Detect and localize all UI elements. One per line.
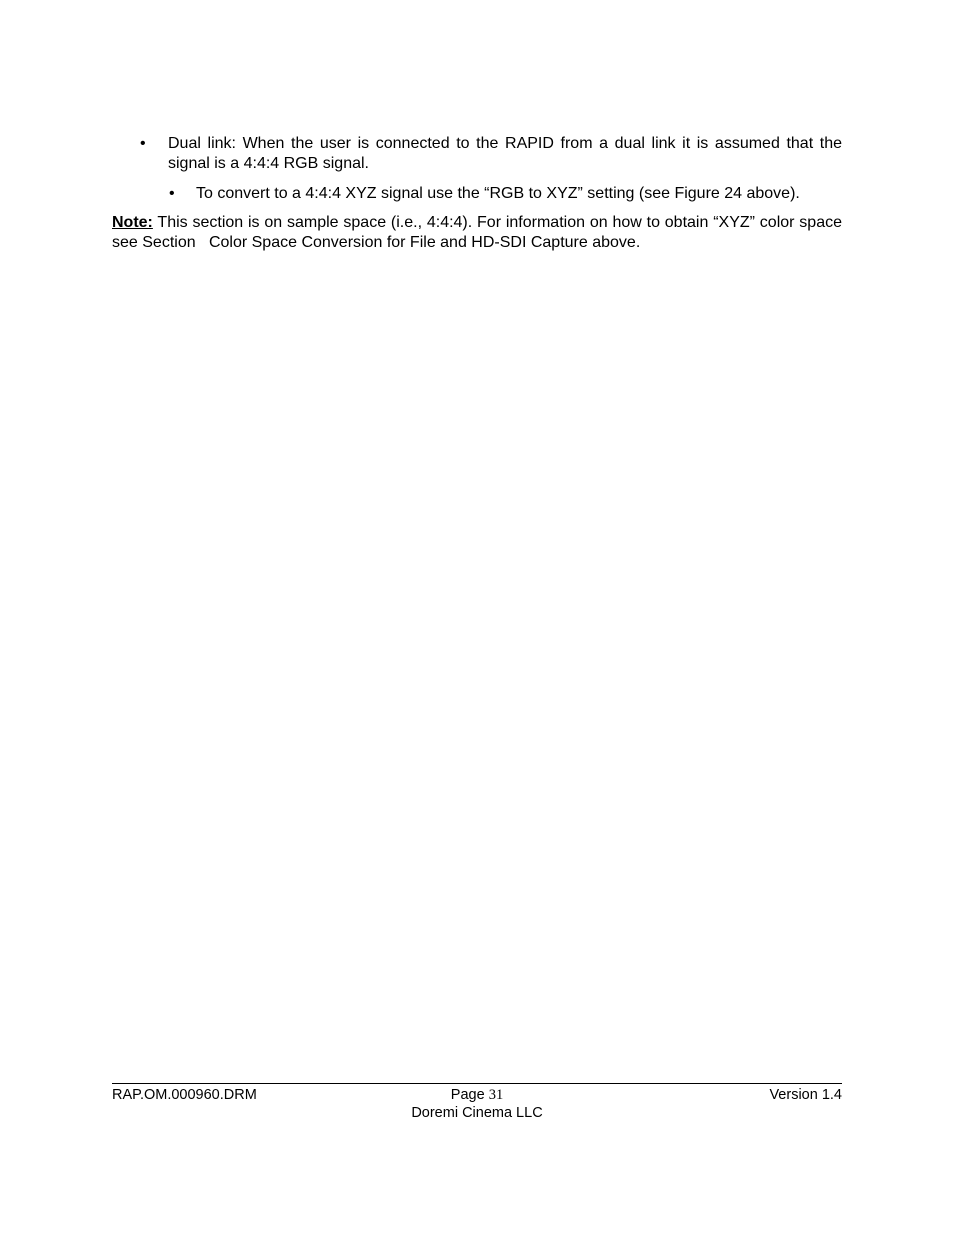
footer-version: Version 1.4	[769, 1087, 842, 1103]
bullet-item-dual-link	[112, 134, 842, 174]
footer-page-label: Page	[450, 1087, 489, 1103]
footer-page-number: 31	[488, 1087, 504, 1103]
footer-divider	[112, 1083, 842, 1084]
bullet-text: To convert to a 4:4:4 XYZ signal use the “RGB to XYZ” setting (see Figure 24 above).	[196, 185, 800, 202]
note-text: This section is on sample space (i.e., 4:4:4). For information on how to obtain “XYZ” color space see Section Color Space Conversion for File and HD-SDI Capture above.	[112, 214, 851, 251]
footer-company: Doremi Cinema LLC	[411, 1105, 543, 1121]
footer-page	[112, 1086, 842, 1104]
note-paragraph	[112, 213, 851, 253]
bullet-text: Dual link: When the user is connected to the RAPID from a dual link it is assumed that the signal is a 4:4:4 RGB signal.	[168, 135, 842, 172]
page-body	[112, 134, 851, 253]
note-label: Note:	[112, 214, 153, 231]
bullet-icon: •	[140, 135, 146, 152]
sub-bullet-item-convert-xyz	[112, 184, 842, 204]
bullet-icon: •	[169, 185, 175, 202]
footer-center	[112, 1086, 842, 1122]
footer-doc-id: RAP.OM.000960.DRM	[112, 1087, 257, 1103]
